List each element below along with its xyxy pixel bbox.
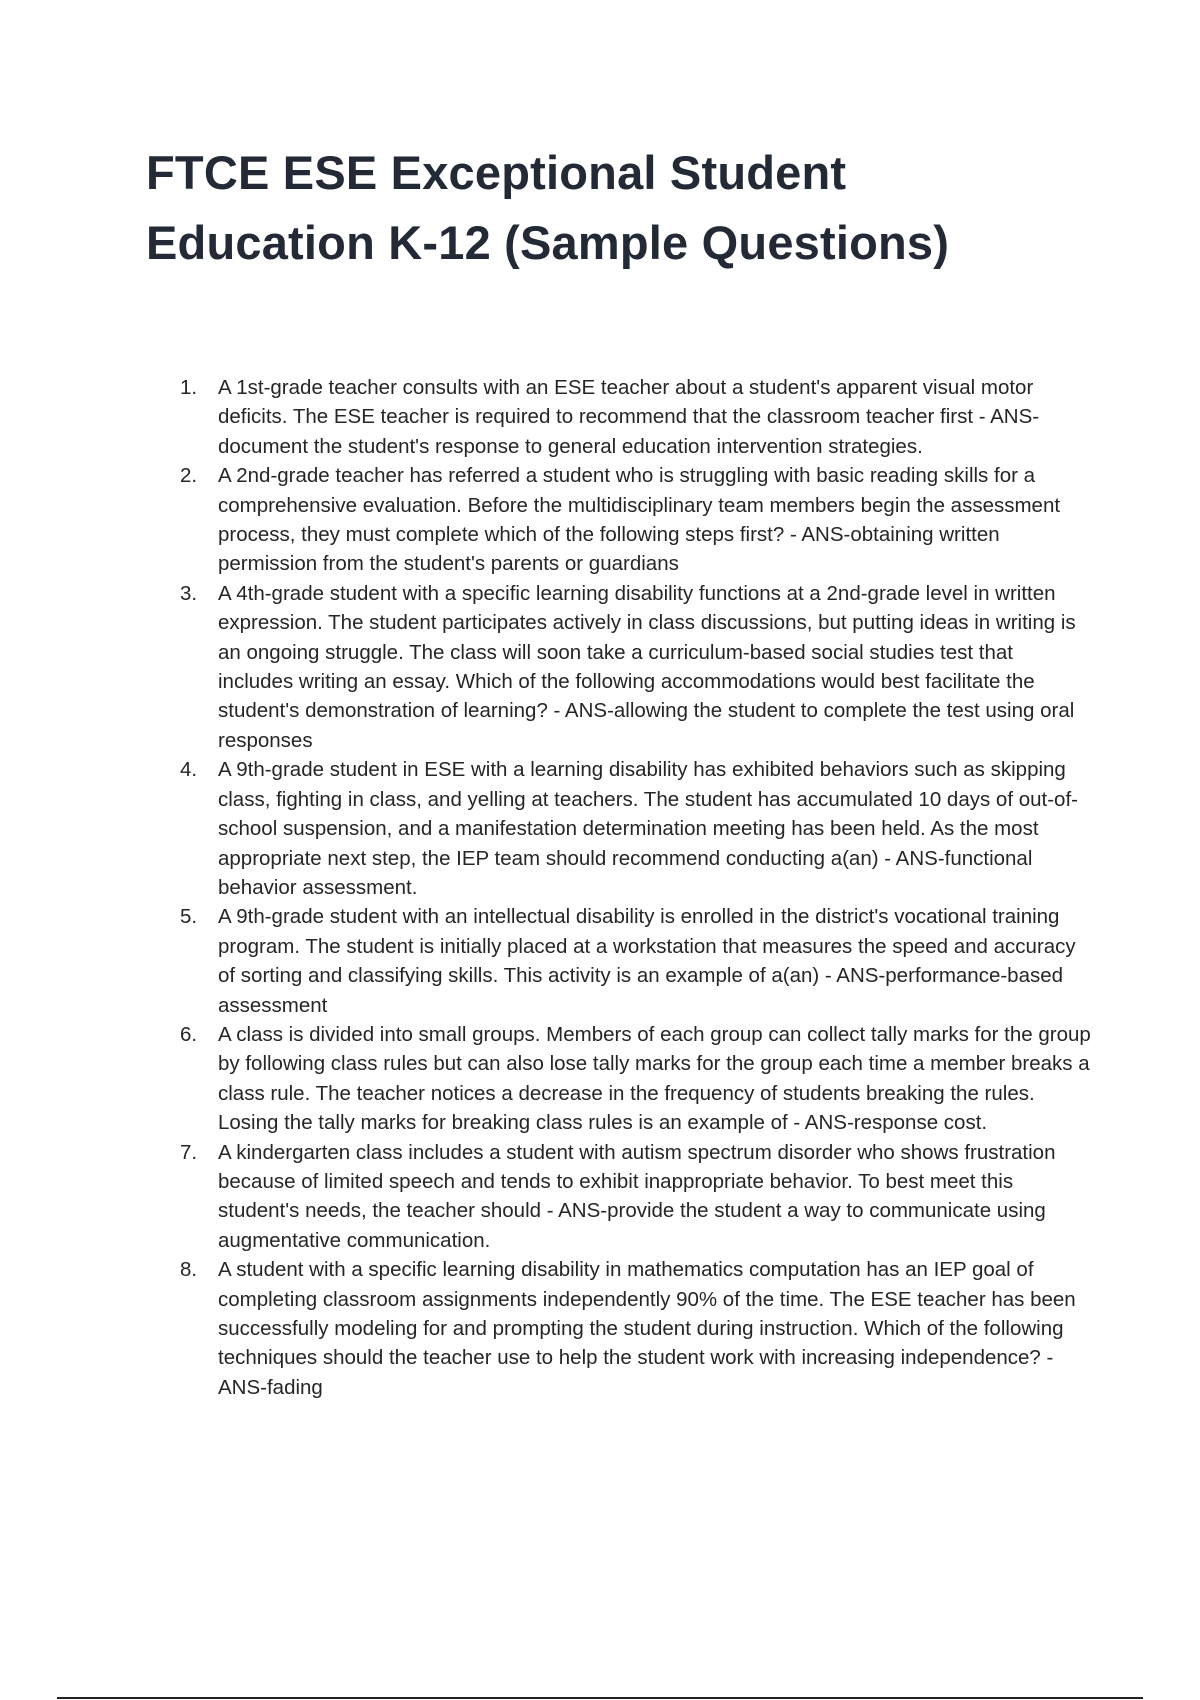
question-item bbox=[172, 1138, 1092, 1256]
question-item bbox=[172, 1020, 1092, 1138]
question-item bbox=[172, 373, 1092, 461]
question-item bbox=[172, 579, 1092, 755]
question-number: 4. bbox=[180, 758, 198, 782]
question-number: 7. bbox=[180, 1140, 198, 1164]
question-item bbox=[172, 1255, 1092, 1402]
question-text: A 4th-grade student with a specific learning disability functions at a 2nd-grade level in written expression. The student participates actively in class discussions, but putting ideas in writing is an ongoing struggle. The class will soon take a curriculum-based social studies test that includes writing an essay. Which of the following accommodations would best facilitate the student's demonstration of learning? - ANS-allowing the student to complete the test using oral responses bbox=[218, 581, 1076, 752]
question-text: A 9th-grade student with an intellectual disability is enrolled in the district's vocational training program. The student is initially placed at a workstation that measures the speed and accuracy of sorting and classifying skills. This activity is an example of a(an) - ANS-performance-based assessment bbox=[218, 905, 1076, 1017]
question-text: A 2nd-grade teacher has referred a student who is struggling with basic reading skills for a comprehensive evaluation. Before the multidisciplinary team members begin the assessment process, they must complete which of the following steps first? - ANS-obtaining written permission from the student's parents or guardians bbox=[218, 464, 1061, 576]
question-item bbox=[172, 902, 1092, 1020]
question-number: 3. bbox=[180, 581, 198, 605]
question-text: A 1st-grade teacher consults with an ESE teacher about a student's apparent visual motor deficits. The ESE teacher is required to recommend that the classroom teacher first - ANS-document the student's response to general education intervention strategies. bbox=[218, 376, 1040, 458]
question-number: 5. bbox=[180, 905, 198, 929]
question-item bbox=[172, 461, 1092, 579]
question-text: A kindergarten class includes a student with autism spectrum disorder who shows frustration because of limited speech and tends to exhibit inappropriate behavior. To best meet this student's needs, the teacher should - ANS-provide the student a way to communicate using augmentative communication. bbox=[218, 1140, 1056, 1252]
question-text: A 9th-grade student in ESE with a learning disability has exhibited behaviors such as skipping class, fighting in class, and yelling at teachers. The student has accumulated 10 days of out-of-school suspension, and a manifestation determination meeting has been held. As the most appropriate next step, the IEP team should recommend conducting a(an) - ANS-functional behavior assessment. bbox=[218, 758, 1078, 899]
question-number: 1. bbox=[180, 376, 198, 399]
question-item bbox=[172, 755, 1092, 902]
question-number: 2. bbox=[180, 464, 198, 488]
question-text: A class is divided into small groups. Members of each group can collect tally marks for the group by following class rules but can also lose tally marks for the group each time a member breaks a class rule. The teacher notices a decrease in the frequency of students breaking the rules. Losing the tally marks for breaking class rules is an example of - ANS-response cost. bbox=[218, 1022, 1091, 1135]
question-list bbox=[172, 373, 1092, 1402]
footer-rule bbox=[57, 1697, 1143, 1699]
question-number: 6. bbox=[180, 1022, 198, 1046]
page-title: FTCE ESE Exceptional Student Education K-12 (Sample Questions) bbox=[146, 146, 950, 269]
question-text: A student with a specific learning disability in mathematics computation has an IEP goal of completing classroom assignments independently 90% of the time. The ESE teacher has been successfully modeling for and prompting the student during instruction. Which of the following techniques should the teacher use to help the student work with increasing independence? - ANS-fading bbox=[218, 1258, 1076, 1399]
question-number: 8. bbox=[180, 1258, 198, 1282]
